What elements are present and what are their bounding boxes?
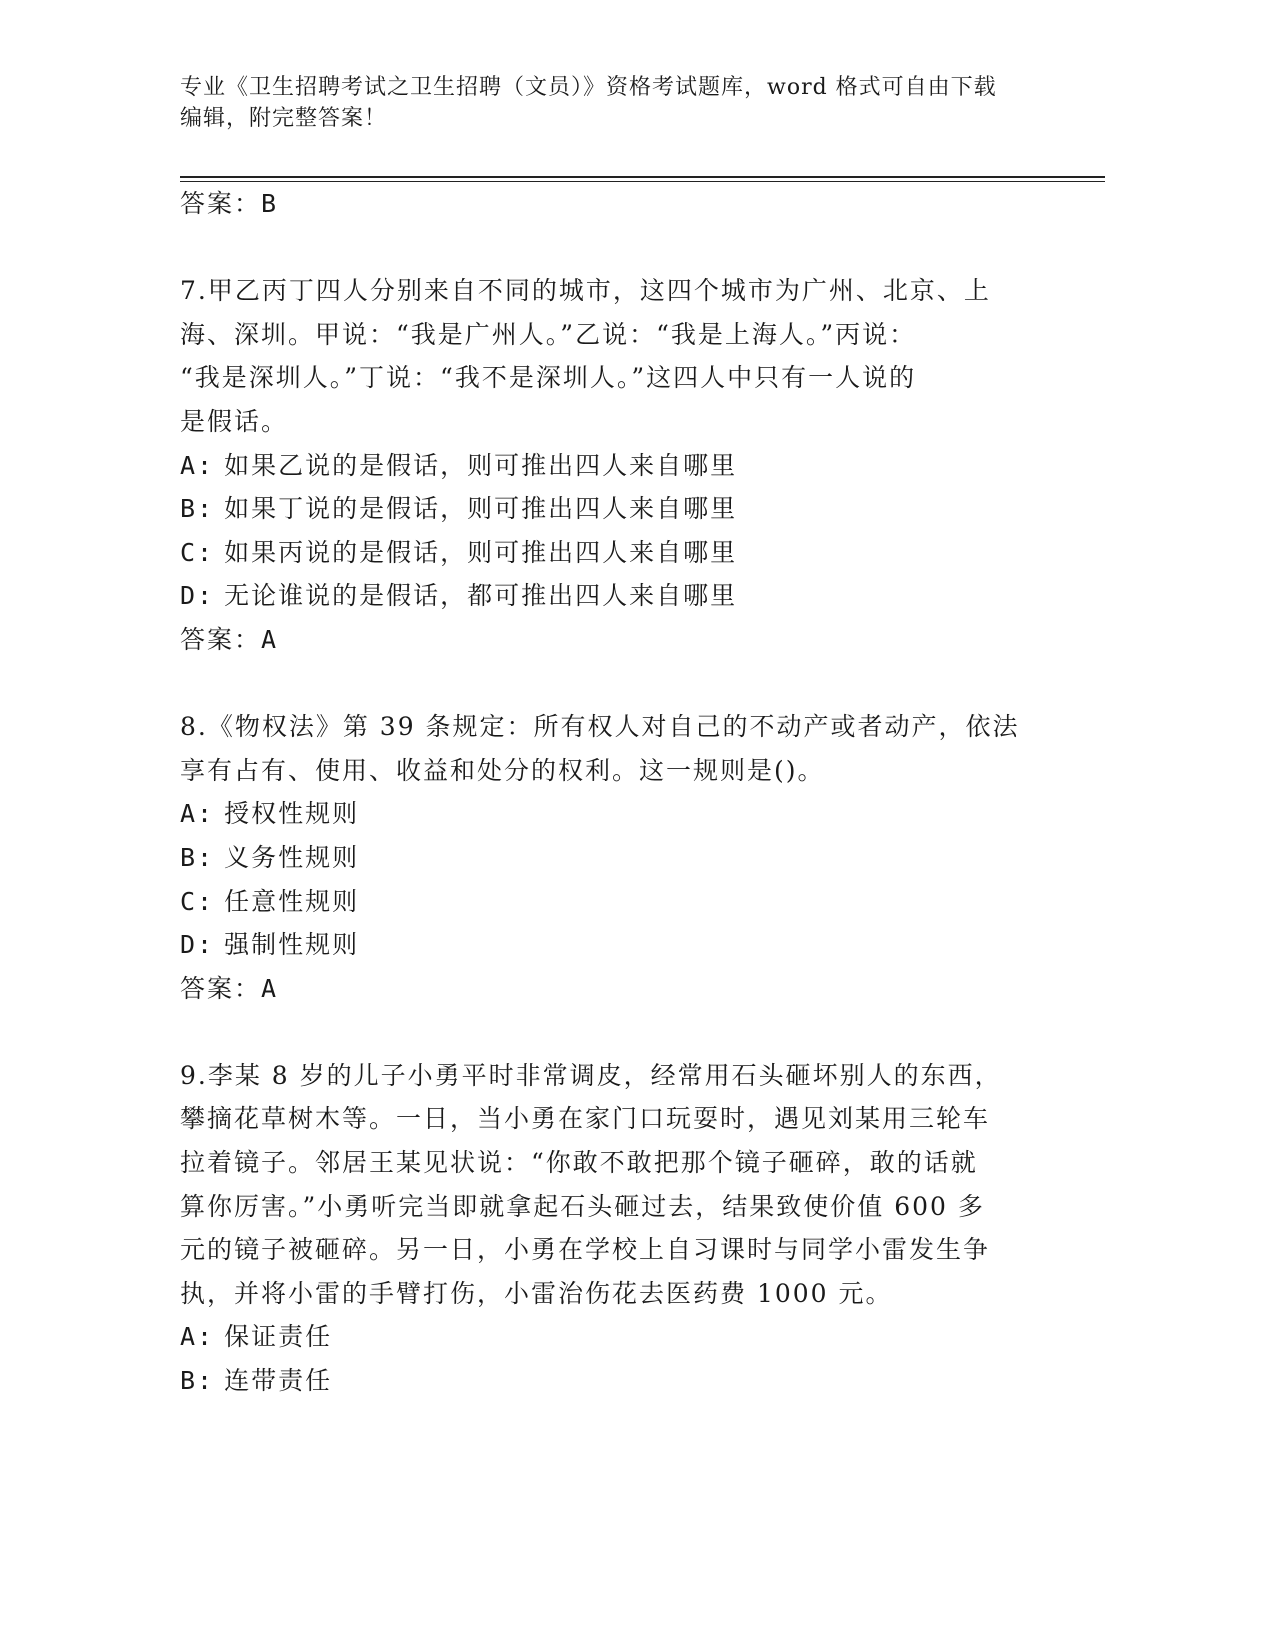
- option-a: [180, 792, 1040, 836]
- option-b: [180, 836, 1040, 880]
- option-text: 如果乙说的是假话，则可推出四人来自哪里: [224, 450, 738, 480]
- spacer: [180, 226, 1040, 270]
- header-line-2: 编辑，附完整答案！: [180, 106, 388, 131]
- question-stem-line: 攀摘花草树木等。一日，当小勇在家门口玩耍时，遇见刘某用三轮车: [180, 1104, 991, 1134]
- option-letter: C:: [180, 886, 215, 916]
- option-d: [180, 923, 1040, 967]
- spacer: [180, 662, 1040, 706]
- option-text: 强制性规则: [224, 930, 360, 960]
- option-c: [180, 531, 1040, 575]
- option-text: 如果丁说的是假话，则可推出四人来自哪里: [224, 494, 738, 524]
- spacer: [180, 1010, 1040, 1054]
- option-letter: B:: [180, 494, 215, 524]
- question-answer: [180, 618, 1040, 662]
- answer-label: 答案：: [180, 624, 262, 654]
- question-7: [180, 269, 1040, 661]
- question-stem-line: 享有占有、使用、收益和处分的权利。这一规则是()。: [180, 755, 825, 785]
- option-b: [180, 1359, 1040, 1403]
- option-letter: C:: [180, 537, 215, 567]
- option-text: 无论谁说的是假话，都可推出四人来自哪里: [224, 581, 738, 611]
- question-9: [180, 1054, 1040, 1403]
- option-text: 保证责任: [224, 1322, 333, 1352]
- document-header: [180, 72, 1040, 134]
- answer-value: A: [261, 973, 279, 1003]
- question-stem-line: 9.李某 8 岁的儿子小勇平时非常调皮，经常用石头砸坏别人的东西，: [180, 1060, 1002, 1090]
- question-stem-line: 8.《物权法》第 39 条规定：所有权人对自己的不动产或者动产，依法: [180, 712, 1020, 742]
- question-content: [180, 182, 1040, 1403]
- question-stem-line: “我是深圳人。”丁说：“我不是深圳人。”这四人中只有一人说的: [180, 363, 917, 393]
- option-letter: A:: [180, 799, 215, 829]
- question-stem-line: 是假话。: [180, 406, 289, 436]
- option-b: [180, 487, 1040, 531]
- option-c: [180, 880, 1040, 924]
- answer-value: A: [261, 624, 279, 654]
- option-d: [180, 574, 1040, 618]
- option-letter: B:: [180, 1366, 215, 1396]
- answer-value: B: [261, 189, 279, 218]
- header-line-1: 专业《卫生招聘考试之卫生招聘（文员）》资格考试题库，word 格式可自由下载: [180, 75, 997, 100]
- option-letter: B:: [180, 842, 215, 872]
- option-letter: A:: [180, 450, 215, 480]
- option-a: [180, 1315, 1040, 1359]
- option-text: 任意性规则: [224, 886, 360, 916]
- option-text: 义务性规则: [224, 842, 360, 872]
- question-answer: [180, 967, 1040, 1011]
- question-stem-line: 7.甲乙丙丁四人分别来自不同的城市，这四个城市为广州、北京、上: [180, 276, 991, 306]
- option-text: 如果丙说的是假话，则可推出四人来自哪里: [224, 537, 738, 567]
- option-letter: D:: [180, 930, 215, 960]
- question-stem-line: 拉着镜子。邻居王某见状说：“你敢不敢把那个镜子砸碎，敢的话就: [180, 1148, 978, 1178]
- header-rule-thick: [180, 176, 1105, 178]
- question-stem-line: 执，并将小雷的手臂打伤，小雷治伤花去医药费 1000 元。: [180, 1278, 893, 1308]
- option-text: 连带责任: [224, 1366, 333, 1396]
- question-stem-line: 元的镜子被砸碎。另一日，小勇在学校上自习课时与同学小雷发生争: [180, 1235, 991, 1265]
- option-a: [180, 444, 1040, 488]
- previous-answer: [180, 182, 1040, 226]
- option-letter: D:: [180, 581, 215, 611]
- answer-label: 答案：: [180, 973, 262, 1003]
- question-8: [180, 705, 1040, 1010]
- option-letter: A:: [180, 1322, 215, 1352]
- question-stem-line: 算你厉害。”小勇听完当即就拿起石头砸过去，结果致使价值 600 多: [180, 1191, 985, 1221]
- answer-label: 答案：: [180, 189, 262, 218]
- question-stem-line: 海、深圳。甲说：“我是广州人。”乙说：“我是上海人。”丙说：: [180, 319, 917, 349]
- option-text: 授权性规则: [224, 799, 360, 829]
